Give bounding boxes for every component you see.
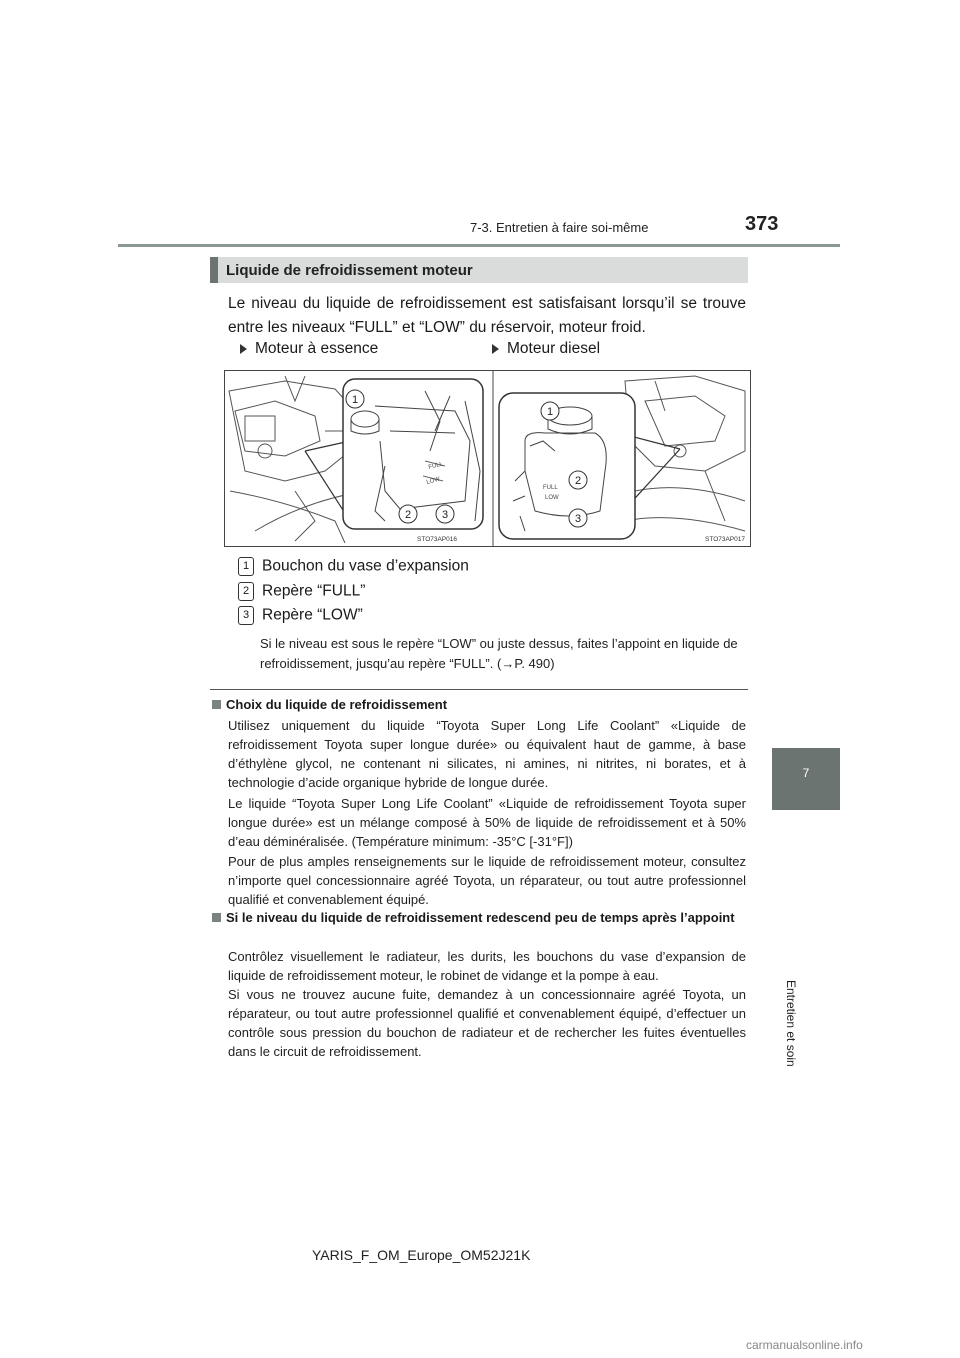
subsection-heading-coolant-choice	[212, 696, 748, 714]
page-number: 373	[745, 213, 779, 235]
header-rule	[118, 244, 840, 247]
triangle-bullet-icon	[240, 344, 247, 354]
caption-petrol	[240, 340, 378, 358]
section-title: Liquide de refroidissement moteur	[226, 262, 473, 279]
header-section-title: 7-3. Entretien à faire soi-même	[470, 220, 649, 235]
legend-number: 3	[238, 606, 254, 625]
svg-text:2: 2	[404, 509, 412, 521]
petrol-low-marking: LOW	[425, 476, 441, 486]
paragraph: Utilisez uniquement du liquide “Toyota Super Long Life Coolant” «Liquide de refroidissement Toyota super longue durée» ou équivalent haut de gamme, à base d’éthylène glycol, ne contenant ni silicates, ni amines, ni nitrites, ni borates, et à technologie d’acide organique hybride de longue durée.	[228, 718, 746, 790]
legend-text: Repère “FULL”	[262, 582, 366, 600]
diesel-engine-bay	[625, 376, 745, 531]
caption-diesel	[492, 340, 600, 358]
section-title-mark	[210, 257, 218, 283]
caption-petrol-text: Moteur à essence	[255, 340, 379, 357]
svg-text:3: 3	[441, 509, 449, 521]
legend-item-full	[238, 582, 365, 601]
subsection-heading-text: Si le niveau du liquide de refroidissement redescend peu de temps après l’appoint	[226, 910, 735, 925]
paragraph: Si vous ne trouvez aucune fuite, demandez à un concessionnaire agréé Toyota, un réparateur, ou tout autre professionnel qualifié et convenablement équipé, d’effectuer un contrôle sous pression du bouchon de radiateur et de rechercher les fuites éventuelles dans le circuit de refroidissement.	[228, 987, 746, 1059]
engine-bay-illustration	[225, 371, 750, 546]
diesel-figure-code: STO73AP017	[705, 536, 745, 543]
watermark: carmanualsonline.info	[746, 1338, 863, 1352]
diesel-low-marking: LOW	[545, 495, 559, 501]
svg-text:2: 2	[574, 475, 582, 487]
document-footer-code: YARIS_F_OM_Europe_OM52J21K	[312, 1247, 531, 1263]
chapter-number: 7	[802, 766, 810, 780]
diesel-full-marking: FULL	[543, 485, 558, 491]
subsection-heading-level-drops	[212, 909, 748, 927]
triangle-bullet-icon	[492, 344, 499, 354]
refill-note: Si le niveau est sous le repère “LOW” ou juste dessus, faites l’appoint en liquide de refroidissement, jusqu’au repère “FULL”. (→P. 490)	[260, 636, 738, 671]
subsection-heading-text: Choix du liquide de refroidissement	[226, 697, 448, 712]
paragraph: Le liquide “Toyota Super Long Life Coolant” «Liquide de refroidissement Toyota super longue durée» est un mélange composé à 50% de liquide de refroidissement et à 50% d’eau déminéralisée. (Température minimum: -35°C [-31°F])	[228, 796, 746, 849]
diesel-reservoir-zoom	[499, 393, 635, 539]
petrol-figure-code: STO73AP016	[417, 536, 457, 543]
engine-coolant-figure	[224, 370, 751, 547]
legend-item-cap	[238, 557, 469, 576]
petrol-callout-3	[436, 505, 454, 523]
svg-text:1: 1	[351, 394, 359, 406]
legend-number: 1	[238, 557, 254, 576]
paragraph: Pour de plus amples renseignements sur le liquide de refroidissement moteur, consultez n’importe quel concessionnaire agréé Toyota, un réparateur, ou tout autre professionnel qualifié et convenablement équipé.	[228, 854, 746, 907]
petrol-full-marking: FULL	[427, 461, 444, 471]
intro-paragraph: Le niveau du liquide de refroidissement est satisfaisant lorsqu’il se trouve entre les niveaux “FULL” et “LOW” du réservoir, moteur froid.	[228, 295, 746, 336]
paragraph: Contrôlez visuellement le radiateur, les durits, les bouchons du vase d’expansion de liquide de refroidissement moteur, le robinet de vidange et la pompe à eau.	[228, 949, 746, 983]
caption-diesel-text: Moteur diesel	[507, 340, 601, 357]
chapter-title: Entretien et soin	[784, 980, 798, 1067]
square-bullet-icon	[212, 700, 221, 709]
diesel-callout-2	[569, 471, 587, 489]
legend-number: 2	[238, 582, 254, 601]
legend-text: Repère “LOW”	[262, 606, 363, 624]
diesel-callout-1	[541, 402, 559, 420]
chapter-title-vertical	[782, 980, 802, 1120]
diesel-callout-3	[569, 509, 587, 527]
petrol-callout-2	[399, 505, 417, 523]
square-bullet-icon	[212, 913, 221, 922]
legend-item-low	[238, 606, 363, 625]
petrol-callout-1	[346, 390, 364, 408]
legend-text: Bouchon du vase d’expansion	[262, 557, 469, 575]
svg-text:3: 3	[574, 513, 582, 525]
svg-text:1: 1	[546, 406, 554, 418]
section-divider	[210, 689, 748, 690]
